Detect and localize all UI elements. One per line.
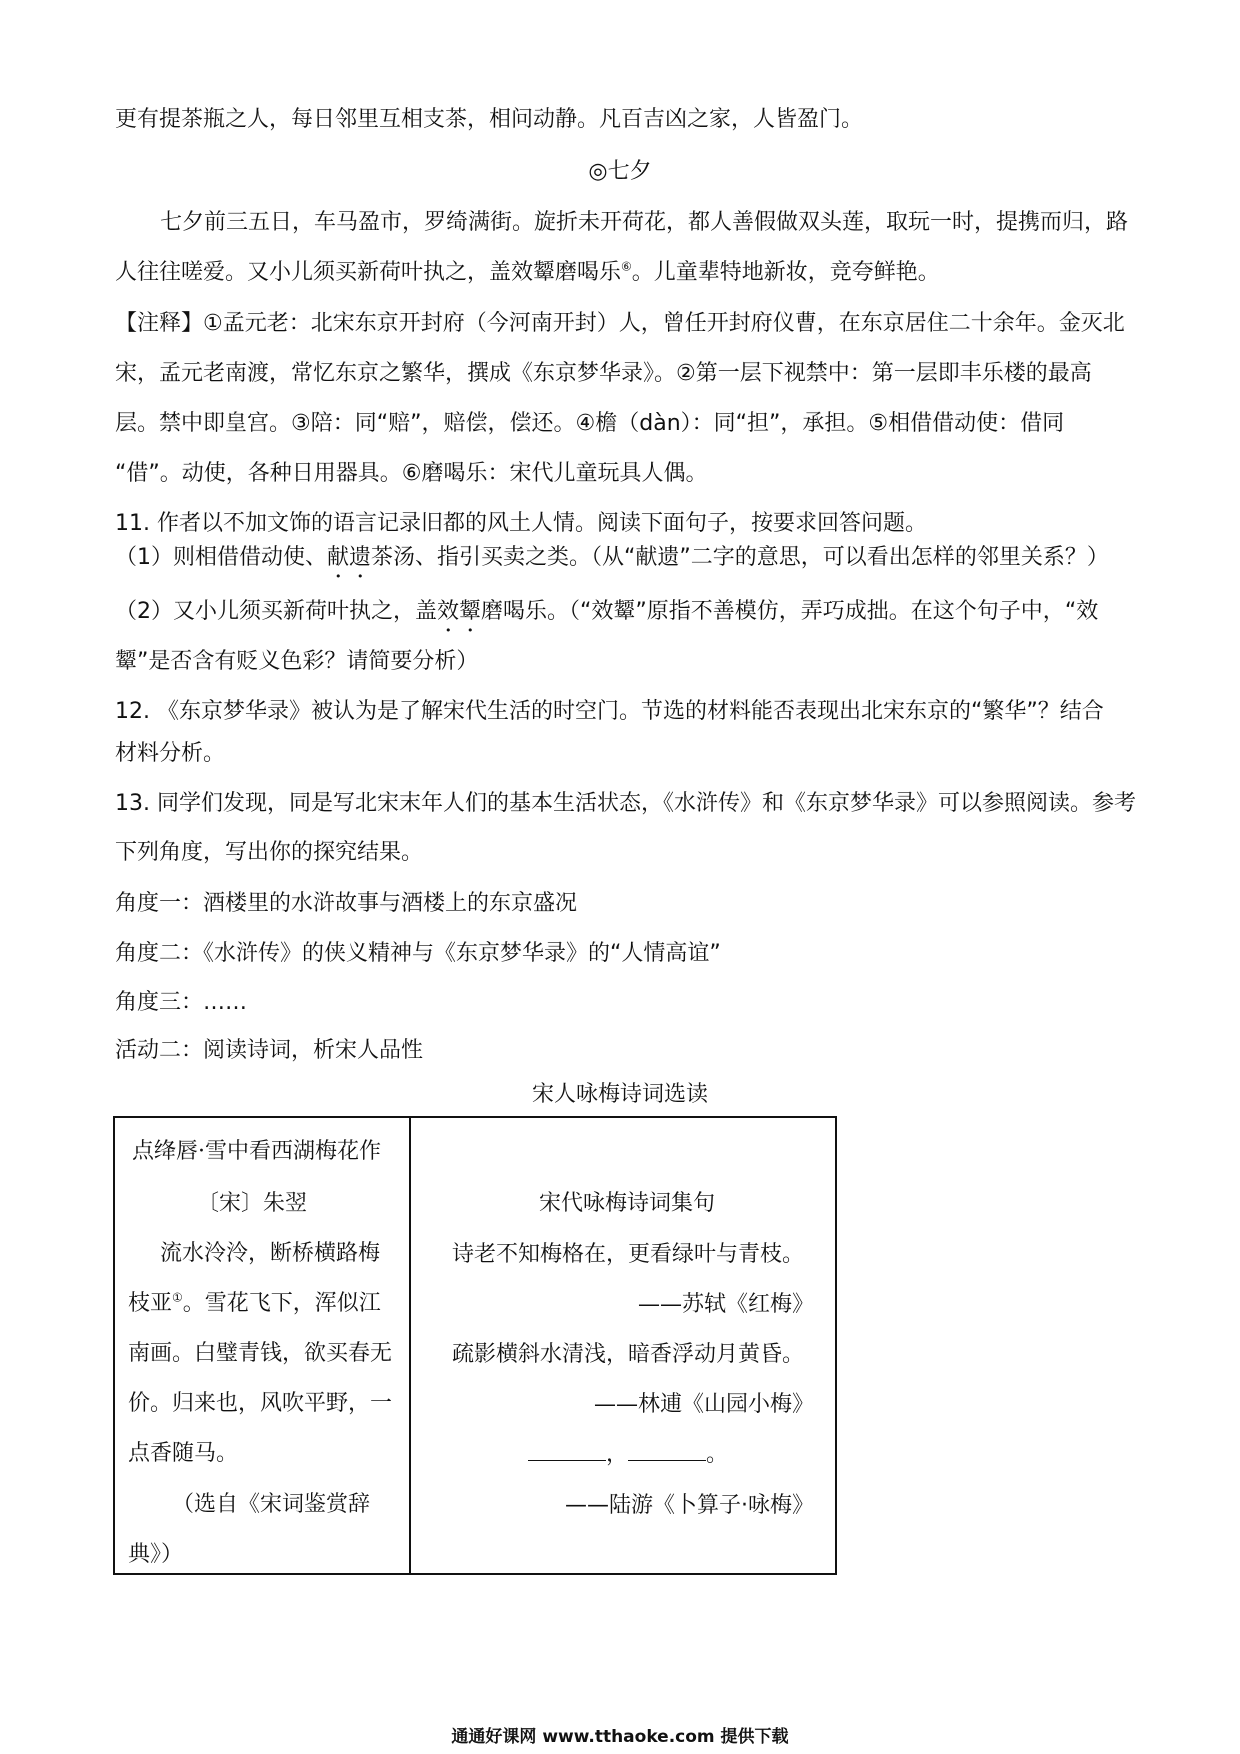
poem-text: 枝亚 — [128, 1291, 173, 1316]
poem-source: （选自《宋词鉴赏辞 — [172, 1492, 371, 1517]
table-caption: 宋人咏梅诗词选读 — [531, 1082, 708, 1107]
angle-1: 角度一：酒楼里的水浒故事与酒楼上的东京盛况 — [115, 891, 578, 916]
passage-line — [115, 258, 940, 288]
section-title: ◎七夕 — [588, 159, 652, 184]
notes-line: 层。禁中即皇宫。③陪：同“赔”，赔偿，偿还。④檐（dàn）：同“担”，承担。⑤相借借动使：借同 — [115, 411, 1065, 436]
verse: 疏影横斜水清浅，暗香浮动月黄昏。 — [452, 1342, 805, 1367]
poem-line: 流水泠泠，断桥横路梅 — [160, 1241, 381, 1266]
question-12: 12. 《东京梦华录》被认为是了解宋代生活的时空门。节选的材料能否表现出北宋东京的“繁华”？结合 — [115, 699, 1104, 724]
question-13-cont: 下列角度，写出你的探究结果。 — [115, 840, 424, 865]
passage-text: 人往往嗟爱。又小儿须买新荷叶执之，盖效颦磨喝乐 — [115, 260, 622, 285]
fill-in-blanks — [528, 1440, 728, 1470]
notes-line: 宋，孟元老南渡，常忆东京之繁华，撰成《东京梦华录》。②第一层下视禁中：第一层即丰乐楼的最高 — [115, 361, 1092, 386]
question-12-cont: 材料分析。 — [115, 741, 226, 766]
poem-text: 。雪花飞下，浑似江 — [182, 1291, 381, 1316]
emphasized-word: 献遗 — [327, 545, 372, 570]
poem-line: 点香随马。 — [128, 1441, 239, 1466]
passage-line: 七夕前三五日，车马盈市，罗绮满街。旋折未开荷花，都人善假做双头莲，取玩一时，提携而归，路 — [160, 210, 1129, 235]
blank-separator: ， — [606, 1442, 629, 1467]
question-text: （1）则相借借动使、 — [115, 545, 327, 570]
page-footer: 通通好课网 www.tthaoke.com 提供下载 — [451, 1727, 789, 1747]
verse-attribution: ——林逋《山园小梅》 — [593, 1392, 814, 1417]
blank-terminator: 。 — [706, 1442, 729, 1467]
collection-title: 宋代咏梅诗词集句 — [539, 1191, 716, 1216]
poem-author: 〔宋〕朱翌 — [197, 1191, 308, 1216]
poem-line — [128, 1289, 381, 1319]
question-13: 13. 同学们发现，同是写北宋末年人们的基本生活状态，《水浒传》和《东京梦华录》可以参照阅读。参考 — [115, 791, 1136, 816]
question-text: 磨喝乐。（“效颦”原指不善模仿，弄巧成拙。在这个句子中，“效 — [481, 599, 1099, 624]
question-11-1 — [115, 543, 1109, 583]
question-11-2-cont: 颦”是否含有贬义色彩？请简要分析） — [115, 649, 479, 674]
notes-line: 【注释】①孟元老：北宋东京开封府（今河南开封）人，曾任开封府仪曹，在东京居住二十余年。金灭北 — [115, 311, 1125, 336]
verse-attribution: ——苏轼《红梅》 — [637, 1292, 814, 1317]
footnote-marker: ⑥ — [621, 259, 632, 274]
blank-line — [528, 1442, 606, 1461]
activity-2: 活动二：阅读诗词，析宋人品性 — [115, 1038, 424, 1063]
passage-text: 。儿童辈特地新妆，竞夸鲜艳。 — [631, 260, 940, 285]
emphasized-word: 效颦 — [437, 599, 482, 624]
angle-3: 角度三：…… — [115, 990, 248, 1015]
angle-2: 角度二：《水浒传》的侠义精神与《东京梦华录》的“人情高谊” — [115, 941, 721, 966]
footnote-marker: ① — [172, 1290, 183, 1305]
question-11-stem: 11. 作者以不加文饰的语言记录旧都的风土人情。阅读下面句子，按要求回答问题。 — [115, 511, 927, 536]
table-divider — [409, 1116, 411, 1575]
question-text: 茶汤、指引买卖之类。（从“献遗”二字的意思，可以看出怎样的邻里关系？） — [371, 545, 1109, 570]
poem-title: 点绛唇·雪中看西湖梅花作 — [132, 1139, 381, 1164]
blank-line — [628, 1442, 706, 1461]
poem-line: 价。归来也，风吹平野，一 — [128, 1391, 393, 1416]
verse-attribution: ——陆游《卜算子·咏梅》 — [565, 1493, 814, 1518]
notes-line: “借”。动使，各种日用器具。⑥磨喝乐：宋代儿童玩具人偶。 — [115, 461, 708, 486]
verse: 诗老不知梅格在，更看绿叶与青枝。 — [452, 1242, 805, 1267]
question-text: （2）又小儿须买新荷叶执之，盖 — [115, 599, 437, 624]
question-11-2 — [115, 597, 1098, 637]
poem-source: 典》） — [128, 1542, 184, 1567]
passage-line: 更有提茶瓶之人，每日邻里互相支茶，相问动静。凡百吉凶之家，人皆盈门。 — [115, 107, 864, 132]
poem-line: 南画。白璧青钱，欲买春无 — [128, 1341, 393, 1366]
